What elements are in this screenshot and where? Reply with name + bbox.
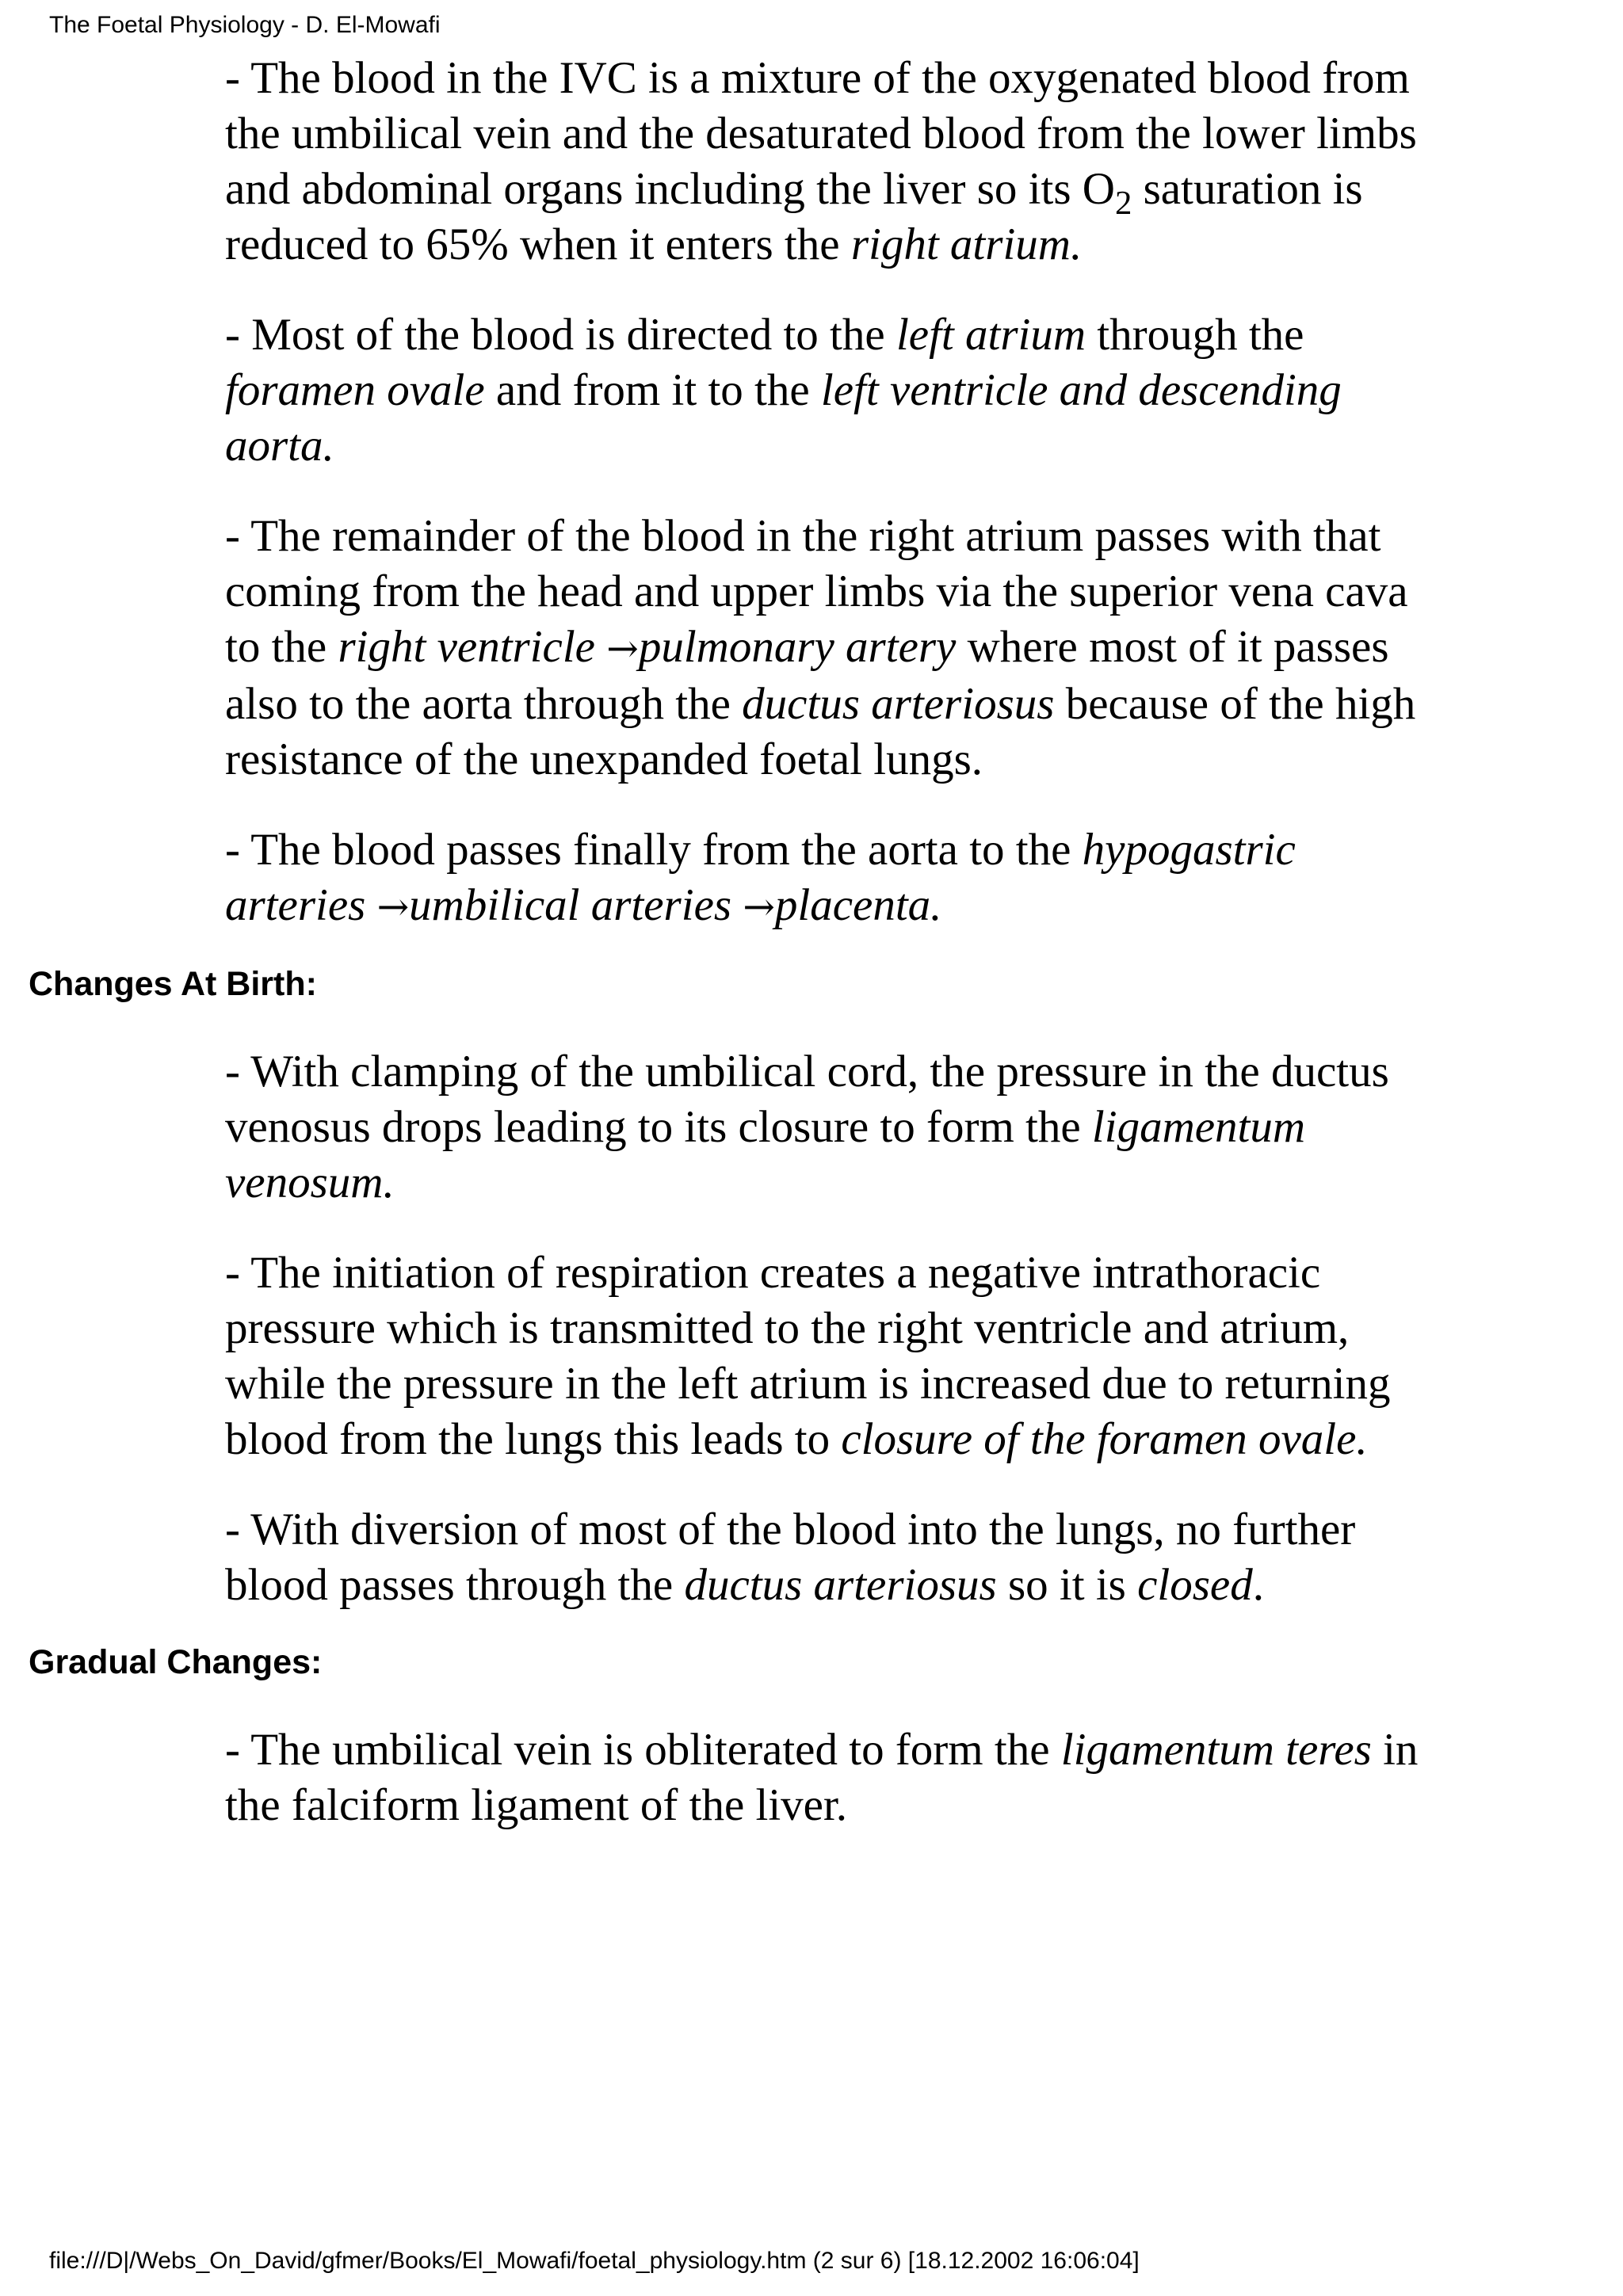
page-footer-path: file:///D|/Webs_On_David/gfmer/Books/El_Mowafi/foetal_physiology.htm (2 sur 6) [18.12.2002 16:06:04] <box>49 2248 1140 2274</box>
text-run: because of the high resistance of the unexpanded foetal lungs. <box>225 679 1416 784</box>
right-arrow-icon: → <box>606 627 639 671</box>
italic-term: ductus arteriosus <box>684 1560 997 1610</box>
italic-term: placenta. <box>774 880 942 930</box>
italic-term: ductus arteriosus <box>742 679 1055 729</box>
text-run: - The blood in the IVC is a mixture of the oxygenated blood from the umbilical vein and the desaturated blood from the lower limbs and abdominal organs including the liver so its O <box>225 53 1417 214</box>
italic-term: pulmonary artery <box>638 622 957 672</box>
paragraph-ligamentum-teres <box>225 1722 1445 1833</box>
text-run: - The blood passes finally from the aorta to the <box>225 825 1083 875</box>
foetal-circulation-section <box>0 51 1623 935</box>
text-run: - The remainder of the blood in the right atrium passes with that coming from the head and upper limbs via the superior vena cava to the <box>225 511 1408 672</box>
text-run: . <box>1252 1560 1264 1610</box>
heading-changes-at-birth: Changes At Birth: <box>29 965 317 1003</box>
page-header-title: The Foetal Physiology - D. El-Mowafi <box>49 12 441 38</box>
italic-term: closed <box>1137 1560 1253 1610</box>
italic-term: umbilical arteries <box>409 880 743 930</box>
italic-term: hypogastric arteries <box>225 825 1296 930</box>
italic-term: closure of the foramen ovale. <box>841 1414 1368 1464</box>
text-run: saturation is reduced to 65% when it enters the <box>225 164 1363 269</box>
subscript-2: 2 <box>1114 184 1132 222</box>
text-run: - With diversion of most of the blood into the lungs, no further blood passes through the <box>225 1505 1356 1610</box>
italic-term: right atrium. <box>850 219 1083 269</box>
right-arrow-icon: → <box>376 885 410 929</box>
italic-term: left ventricle and descending aorta. <box>225 365 1342 471</box>
document-content <box>0 51 1623 1833</box>
gradual-changes-section <box>0 1722 1623 1833</box>
paragraph-ivc-blood <box>225 51 1445 273</box>
text-run: - The initiation of respiration creates a negative intrathoracic pressure which is transmitted to the right ventricle and atrium, while the pressure in the left atrium is increased due to returning blood from the lungs this leads to <box>225 1248 1391 1464</box>
paragraph-respiration <box>225 1245 1445 1467</box>
italic-term: ligamentum venosum. <box>225 1102 1306 1207</box>
text-run: where most of it passes also to the aorta through the <box>225 622 1389 729</box>
italic-term: left atrium <box>896 310 1086 360</box>
italic-term: foramen ovale <box>225 365 485 415</box>
right-arrow-icon: → <box>743 885 775 929</box>
changes-at-birth-section <box>0 1044 1623 1613</box>
text-run: and from it to the <box>484 365 821 415</box>
italic-term: ligamentum teres <box>1060 1725 1372 1775</box>
text-run: through the <box>1086 310 1304 360</box>
heading-gradual-changes: Gradual Changes: <box>29 1643 323 1681</box>
paragraph-placenta <box>225 822 1445 935</box>
italic-term: right ventricle <box>338 622 607 672</box>
text-run: - With clamping of the umbilical cord, the pressure in the ductus venosus drops leading to its closure to form the <box>225 1047 1389 1152</box>
paragraph-ligamentum-venosum <box>225 1044 1445 1211</box>
paragraph-ductus-arteriosus <box>225 509 1445 788</box>
text-run: so it is <box>996 1560 1138 1610</box>
text-run: in the falciform ligament of the liver. <box>225 1725 1419 1830</box>
paragraph-foramen-ovale <box>225 307 1445 474</box>
text-run: - The umbilical vein is obliterated to form the <box>225 1725 1061 1775</box>
text-run: - Most of the blood is directed to the <box>225 310 896 360</box>
paragraph-ductus-closure <box>225 1502 1445 1613</box>
